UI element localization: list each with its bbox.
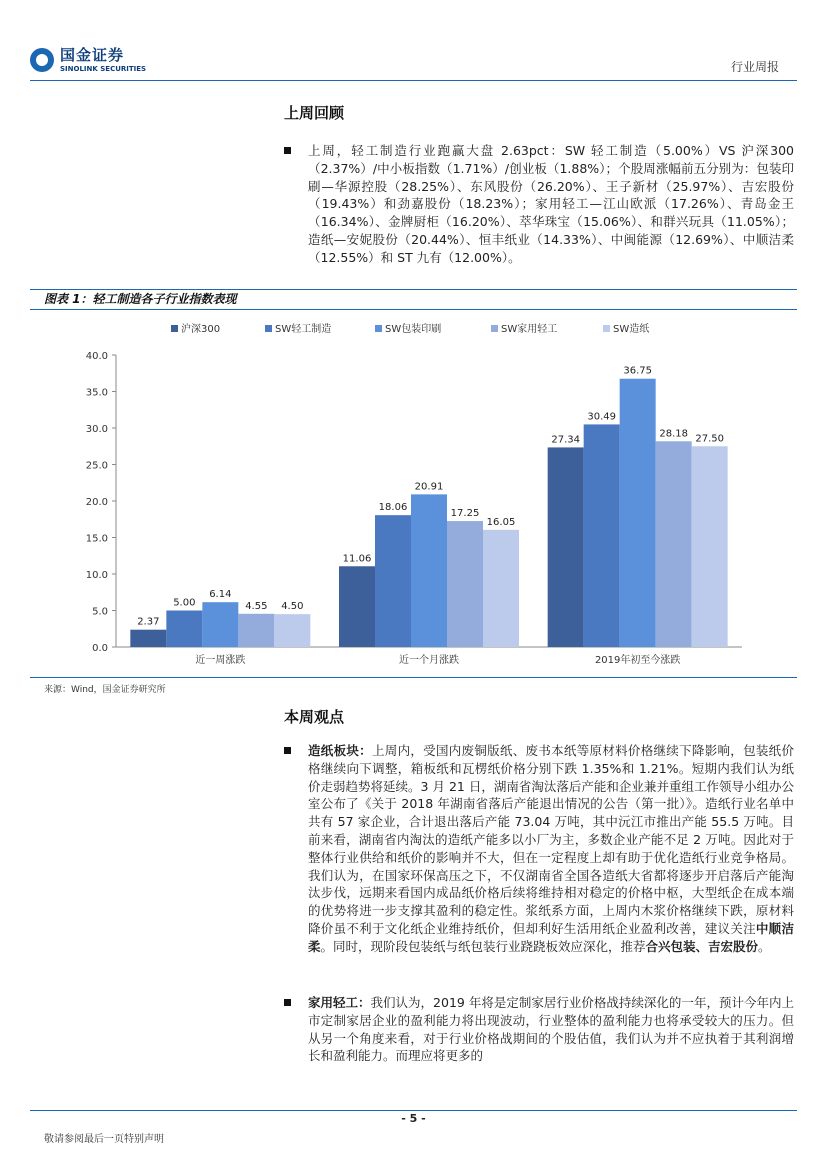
bar bbox=[339, 566, 375, 647]
logo-english-name: SINOLINK SECURITIES bbox=[60, 65, 147, 73]
paper-p1: 上周内，受国内废铜版纸、废书本纸等原材料价格继续下降影响，包装纸价格继续向下调整，箱板纸和瓦楞纸价格分别下跌 1.35%和 1.21%。短期内我们认为纸价走弱趋势将延续。3 月 21 日，湖南省淘汰落后产能和企业兼并重组工作领导小组办公室公布了《关于 2018 年湖南省落后产能退出情况的公告（第一批）》。造纸行业名单中共有 57 家企业，合计退出落后产能 73.04 万吨，其中沅江市推出产能 55.5 万吨。目前来看，湖南省内淘汰的造纸产能多以小厂为主，多数企业产能不足 2 万吨。因此对于整体行业供给和纸价的影响并不大，但在一定程度上却有助于优化造纸行业竞争格局。我们认为，在国家环保高压之下，不仅湖南省全国各造纸大省都将逐步开启落后产能淘汰步伐，远期来看国内成品纸价格后续将维持相对稳定的价格中枢，大型纸企在成本端的优势将进一步支撑其盈利的稳定性。浆纸系方面，上周内木浆价格继续下跌，原材料降价虽不利于文化纸企业维持纸价，但却利好生活用纸企业盈利改善，建议关注 bbox=[308, 743, 794, 936]
figure-title: 图表 1：轻工制造各子行业指数表现 bbox=[44, 292, 237, 306]
data-label: 6.14 bbox=[209, 589, 232, 601]
y-tick-label: 20.0 bbox=[85, 497, 108, 508]
bar bbox=[130, 630, 166, 647]
legend-label: SW包装印刷 bbox=[385, 324, 442, 335]
bullet-icon bbox=[284, 747, 291, 754]
legend-label: SW家用轻工 bbox=[501, 324, 558, 335]
data-label: 2.37 bbox=[137, 616, 160, 628]
data-label: 36.75 bbox=[623, 365, 652, 377]
legend-swatch bbox=[491, 325, 498, 332]
legend-swatch bbox=[375, 325, 382, 332]
data-label: 27.34 bbox=[551, 434, 580, 446]
legend-label: 沪深300 bbox=[181, 324, 221, 335]
bullet-icon bbox=[284, 147, 291, 154]
y-tick-label: 30.0 bbox=[85, 424, 108, 435]
section-title-view: 本周观点 bbox=[284, 708, 345, 726]
home-lead: 家用轻工： bbox=[308, 995, 371, 1010]
y-tick-label: 15.0 bbox=[85, 533, 108, 545]
paper-text bbox=[308, 742, 794, 956]
company-logo bbox=[30, 44, 170, 80]
paper-p3: 。 bbox=[758, 938, 771, 954]
x-tick-label: 近一个月涨跌 bbox=[399, 655, 459, 666]
y-tick-label: 0.0 bbox=[92, 643, 108, 654]
data-label: 27.50 bbox=[695, 433, 724, 445]
home-text bbox=[308, 994, 794, 1065]
figure-rule-mid bbox=[30, 309, 797, 310]
paper-highlight-2: 合兴包装、吉宏股份 bbox=[645, 938, 759, 954]
footer-divider bbox=[30, 1110, 797, 1111]
bar bbox=[483, 530, 519, 647]
bar bbox=[692, 446, 728, 647]
data-label: 18.06 bbox=[378, 502, 408, 514]
data-label: 11.06 bbox=[342, 553, 372, 565]
legend-swatch bbox=[171, 325, 178, 332]
figure-source: 来源：Wind，国金证券研究所 bbox=[44, 685, 166, 695]
y-tick-label: 10.0 bbox=[85, 570, 108, 581]
legend-swatch bbox=[265, 325, 272, 332]
y-tick-label: 35.0 bbox=[85, 387, 108, 399]
bullet-icon bbox=[284, 999, 291, 1006]
legend-label: SW造纸 bbox=[613, 324, 650, 335]
x-tick-label: 2019年初至今涨跌 bbox=[594, 655, 681, 666]
bar bbox=[620, 379, 656, 647]
data-label: 4.55 bbox=[245, 600, 268, 612]
y-tick-label: 25.0 bbox=[85, 460, 108, 472]
paper-p2: 。同时，现阶段包装纸与纸包装行业跷跷板效应深化，推荐 bbox=[320, 938, 646, 954]
data-label: 16.05 bbox=[486, 516, 516, 528]
home-bullet bbox=[284, 994, 794, 1065]
x-tick-label: 近一周涨跌 bbox=[195, 655, 246, 666]
page-number: - 5 - bbox=[401, 1112, 426, 1125]
paper-bullet bbox=[284, 742, 794, 956]
bar bbox=[238, 614, 274, 647]
bar bbox=[584, 424, 620, 647]
legend-label: SW轻工制造 bbox=[275, 324, 332, 335]
footer-disclaimer: 敬请参阅最后一页特别声明 bbox=[44, 1134, 164, 1145]
review-text: 上周，轻工制造行业跑赢大盘 2.63pct：SW 轻工制造（5.00%）VS 沪深300（2.37%）/中小板指数（1.71%）/创业板（1.88%）；个股周涨幅前五分别为：包装印刷—华源控股（28.25%）、东风股份（26.20%）、王子新材（25.97%）、吉宏股份（19.43%）和劲嘉股份（18.23%）；家用轻工—江山欧派（17.26%）、青岛金王（16.34%）、金牌厨柜（16.20%）、萃华珠宝（15.06%）、和群兴玩具（11.05%）；造纸—安妮股份（20.44%）、恒丰纸业（14.33%）、中闽能源（12.69%）、中顺洁柔（12.55%）和 ST 九有（12.00%）。 bbox=[308, 143, 794, 265]
data-label: 17.25 bbox=[450, 508, 480, 520]
y-tick-label: 40.0 bbox=[85, 351, 108, 362]
data-label: 28.18 bbox=[659, 428, 688, 440]
bar bbox=[656, 441, 692, 647]
section-title-review: 上周回顾 bbox=[284, 104, 345, 122]
bar bbox=[375, 515, 411, 647]
review-bullet bbox=[284, 142, 794, 267]
logo-chinese-name: 国金证券 bbox=[60, 46, 125, 64]
y-tick-label: 5.0 bbox=[92, 606, 108, 618]
figure-rule-bottom bbox=[30, 677, 797, 678]
paper-highlight-1: 中顺洁柔 bbox=[308, 920, 794, 954]
bar bbox=[202, 602, 238, 647]
data-label: 5.00 bbox=[173, 597, 196, 609]
sector-index-chart bbox=[30, 312, 797, 674]
bar bbox=[447, 521, 483, 647]
bar bbox=[166, 611, 202, 648]
data-label: 4.50 bbox=[281, 601, 304, 613]
paper-lead: 造纸板块： bbox=[308, 743, 372, 758]
bar bbox=[548, 447, 584, 647]
bar bbox=[411, 494, 447, 647]
data-label: 30.49 bbox=[587, 411, 616, 423]
data-label: 20.91 bbox=[414, 481, 444, 493]
bar bbox=[274, 614, 310, 647]
logo-mark-icon bbox=[30, 48, 54, 72]
header-divider bbox=[30, 80, 797, 81]
report-type: 行业周报 bbox=[730, 60, 779, 74]
legend-swatch bbox=[603, 325, 610, 332]
home-p1: 我们认为，2019 年将是定制家居行业价格战持续深化的一年，预计今年内上市定制家居企业的盈利能力将出现波动，行业整体的盈利能力也将承受较大的压力。但从另一个角度来看，对于行业价格战期间的个股估值，我们认为并不应执着于其利润增长和盈利能力。而理应将更多的 bbox=[308, 995, 794, 1064]
